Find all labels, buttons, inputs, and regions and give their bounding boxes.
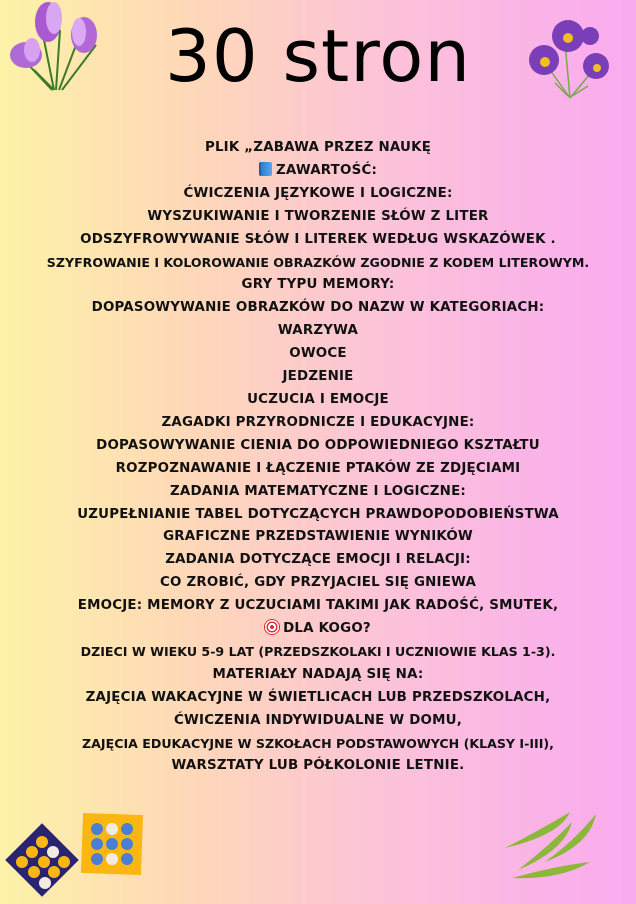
line-text: WYSZUKIWANIE I TWORZENIE SŁÓW Z LITER bbox=[147, 208, 489, 224]
content-line bbox=[0, 526, 636, 549]
content-line bbox=[0, 664, 636, 687]
line-text: ZADANIA DOTYCZĄCE EMOCJI I RELACJI: bbox=[165, 552, 471, 568]
page-title: 30 stron bbox=[165, 14, 471, 98]
content-line bbox=[0, 595, 636, 618]
line-text: UZUPEŁNIANIE TABEL DOTYCZĄCYCH PRAWDOPODOBIEŃSTWA bbox=[77, 506, 559, 522]
line-text: ZAGADKI PRZYRODNICZE I EDUKACYJNE: bbox=[161, 414, 475, 430]
content-line bbox=[0, 710, 636, 733]
content-line bbox=[0, 458, 636, 481]
content-line bbox=[0, 252, 636, 275]
line-text: JEDZENIE bbox=[282, 369, 354, 385]
target-icon bbox=[265, 620, 279, 634]
dot-game-tile-icon bbox=[2, 820, 82, 900]
content-line bbox=[0, 618, 636, 641]
line-text: ROZPOZNAWANIE I ŁĄCZENIE PTAKÓW ZE ZDJĘCIAMI bbox=[115, 460, 521, 476]
line-text: DLA KOGO? bbox=[283, 621, 371, 637]
line-text: GRAFICZNE PRZEDSTAWIENIE WYNIKÓW bbox=[163, 529, 473, 545]
content-line bbox=[0, 229, 636, 252]
content-line bbox=[0, 412, 636, 435]
line-text: ZAJĘCIA WAKACYJNE W ŚWIETLICACH LUB PRZEDSZKOLACH, bbox=[85, 689, 551, 705]
content-line bbox=[0, 755, 636, 778]
line-text: GRY TYPU MEMORY: bbox=[241, 277, 395, 293]
content-line bbox=[0, 366, 636, 389]
content-line bbox=[0, 160, 636, 183]
content-line bbox=[0, 183, 636, 206]
content-line bbox=[0, 137, 636, 160]
content-line bbox=[0, 206, 636, 229]
line-text: OWOCE bbox=[289, 346, 347, 362]
line-text: ODSZYFROWYWANIE SŁÓW I LITEREK WEDŁUG WSKAZÓWEK . bbox=[80, 231, 556, 247]
content-line bbox=[0, 274, 636, 297]
book-icon bbox=[259, 162, 272, 176]
line-text: DZIECI W WIEKU 5-9 LAT (PRZEDSZKOLAKI I UCZNIOWIE KLAS 1-3). bbox=[80, 643, 556, 659]
pea-pods-illustration bbox=[500, 800, 610, 885]
dot-game-card-icon bbox=[80, 812, 144, 876]
content-line bbox=[0, 481, 636, 504]
content-line bbox=[0, 641, 636, 664]
line-text: SZYFROWANIE I KOLOROWANIE OBRAZKÓW ZGODNIE Z KODEM LITEROWYM. bbox=[46, 254, 590, 270]
line-text: WARSZTATY LUB PÓŁKOLONIE LETNIE. bbox=[171, 758, 465, 774]
line-text: MATERIAŁY NADAJĄ SIĘ NA: bbox=[212, 666, 424, 682]
line-text: ĆWICZENIA JĘZYKOWE I LOGICZNE: bbox=[183, 185, 453, 201]
content-list bbox=[0, 137, 636, 778]
line-text: ĆWICZENIA INDYWIDUALNE W DOMU, bbox=[174, 712, 462, 728]
line-text: CO ZROBIĆ, GDY PRZYJACIEL SIĘ GNIEWA bbox=[159, 575, 477, 591]
content-line bbox=[0, 297, 636, 320]
content-line bbox=[0, 389, 636, 412]
content-line bbox=[0, 320, 636, 343]
line-text: ZAJĘCIA EDUKACYJNE W SZKOŁACH PODSTAWOWYCH (KLASY I-III), bbox=[82, 735, 554, 751]
line-text: DOPASOWYWANIE CIENIA DO ODPOWIEDNIEGO KSZTAŁTU bbox=[96, 437, 540, 453]
content-line bbox=[0, 504, 636, 527]
content-line bbox=[0, 549, 636, 572]
content-line bbox=[0, 572, 636, 595]
line-text: EMOCJE: MEMORY Z UCZUCIAMI TAKIMI JAK RADOŚĆ, SMUTEK, bbox=[77, 598, 559, 614]
content-line bbox=[0, 435, 636, 458]
line-text: DOPASOWYWANIE OBRAZKÓW DO NAZW W KATEGORIACH: bbox=[91, 300, 545, 316]
content-line bbox=[0, 687, 636, 710]
content-line bbox=[0, 343, 636, 366]
content-line bbox=[0, 733, 636, 756]
line-text: ZADANIA MATEMATYCZNE I LOGICZNE: bbox=[170, 483, 466, 499]
line-text: ZAWARTOŚĆ: bbox=[275, 162, 378, 178]
line-text: UCZUCIA I EMOCJE bbox=[247, 391, 389, 407]
line-text: PLIK „ZABAWA PRZEZ NAUKĘ bbox=[204, 140, 432, 155]
line-text: WARZYWA bbox=[277, 323, 359, 339]
